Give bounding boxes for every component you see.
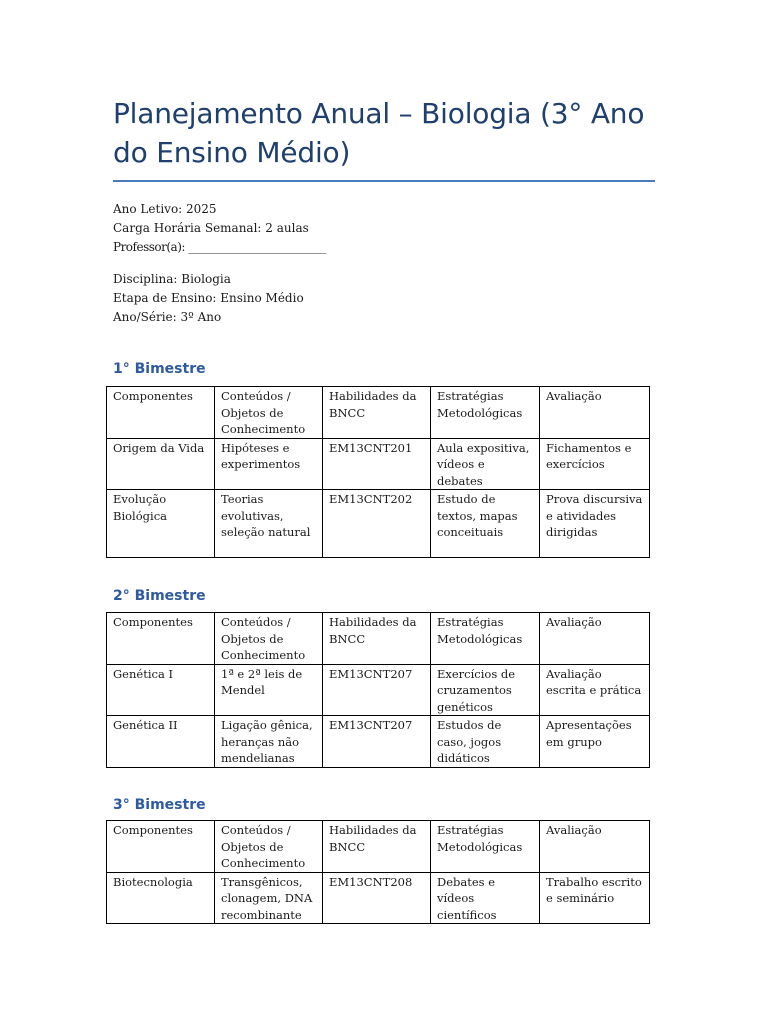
table-row	[107, 438, 650, 490]
info-block-course	[113, 270, 304, 327]
table-cell: Origem da Vida	[107, 438, 215, 490]
header-cell: Avaliação	[540, 387, 650, 439]
info-etapa: Etapa de Ensino: Ensino Médio	[113, 291, 304, 305]
table-cell: Exercícios de cruzamentos genéticos	[431, 664, 540, 716]
table-header-row	[107, 821, 650, 873]
table-cell: Genética II	[107, 716, 215, 768]
info-disciplina: Disciplina: Biologia	[113, 272, 231, 286]
header-cell: Avaliação	[540, 821, 650, 873]
table-cell: Transgênicos, clonagem, DNA recombinante	[215, 872, 323, 924]
table-row	[107, 664, 650, 716]
header-cell: Componentes	[107, 613, 215, 665]
table-cell: Estudo de textos, mapas conceituais	[431, 490, 540, 558]
table-cell: Avaliação escrita e prática	[540, 664, 650, 716]
table-cell: EM13CNT207	[323, 716, 431, 768]
table-cell: Aula expositiva, vídeos e debates	[431, 438, 540, 490]
table-cell: Genética I	[107, 664, 215, 716]
header-cell: Avaliação	[540, 613, 650, 665]
table-cell: 1ª e 2ª leis de Mendel	[215, 664, 323, 716]
header-cell: Estratégias Metodológicas	[431, 387, 540, 439]
header-cell: Componentes	[107, 821, 215, 873]
table-cell: Fichamentos e exercícios	[540, 438, 650, 490]
plan-table-bimestre-2	[106, 612, 650, 768]
header-cell: Conteúdos / Objetos de Conhecimento	[215, 387, 323, 439]
table-header-row	[107, 387, 650, 439]
header-cell: Conteúdos / Objetos de Conhecimento	[215, 821, 323, 873]
section-heading-bimestre-2: 2° Bimestre	[113, 588, 206, 604]
table-cell: Teorias evolutivas, seleção natural	[215, 490, 323, 558]
header-cell: Estratégias Metodológicas	[431, 613, 540, 665]
table-cell: Estudos de caso, jogos didáticos	[431, 716, 540, 768]
table-cell: Prova discursiva e atividades dirigidas	[540, 490, 650, 558]
info-block-general	[113, 200, 326, 257]
table-row	[107, 872, 650, 924]
section-heading-bimestre-1: 1° Bimestre	[113, 361, 206, 377]
table-cell: EM13CNT207	[323, 664, 431, 716]
table-cell: EM13CNT201	[323, 438, 431, 490]
info-professor: Professor(a): _________________________	[113, 240, 326, 254]
info-ano-serie: Ano/Série: 3º Ano	[113, 310, 222, 324]
table-cell: Ligação gênica, heranças não mendelianas	[215, 716, 323, 768]
table-row	[107, 716, 650, 768]
header-cell: Habilidades da BNCC	[323, 821, 431, 873]
table-cell: Hipóteses e experimentos	[215, 438, 323, 490]
table-cell: Biotecnologia	[107, 872, 215, 924]
header-cell: Estratégias Metodológicas	[431, 821, 540, 873]
plan-table-bimestre-1	[106, 386, 650, 558]
header-cell: Conteúdos / Objetos de Conhecimento	[215, 613, 323, 665]
info-ano-letivo: Ano Letivo: 2025	[113, 202, 217, 216]
table-row	[107, 490, 650, 558]
table-cell: Debates e vídeos científicos	[431, 872, 540, 924]
info-carga-horaria: Carga Horária Semanal: 2 aulas	[113, 221, 309, 235]
table-header-row	[107, 613, 650, 665]
header-cell: Componentes	[107, 387, 215, 439]
table-cell: EM13CNT202	[323, 490, 431, 558]
header-cell: Habilidades da BNCC	[323, 387, 431, 439]
header-cell: Habilidades da BNCC	[323, 613, 431, 665]
table-cell: Trabalho escrito e seminário	[540, 872, 650, 924]
document-title: Planejamento Anual – Biologia (3° Ano do Ensino Médio)	[113, 97, 645, 169]
table-cell: Evolução Biológica	[107, 490, 215, 558]
table-cell: Apresentações em grupo	[540, 716, 650, 768]
title-underline-rule	[113, 180, 655, 182]
section-heading-bimestre-3: 3° Bimestre	[113, 797, 206, 813]
table-cell: EM13CNT208	[323, 872, 431, 924]
plan-table-bimestre-3	[106, 820, 650, 924]
